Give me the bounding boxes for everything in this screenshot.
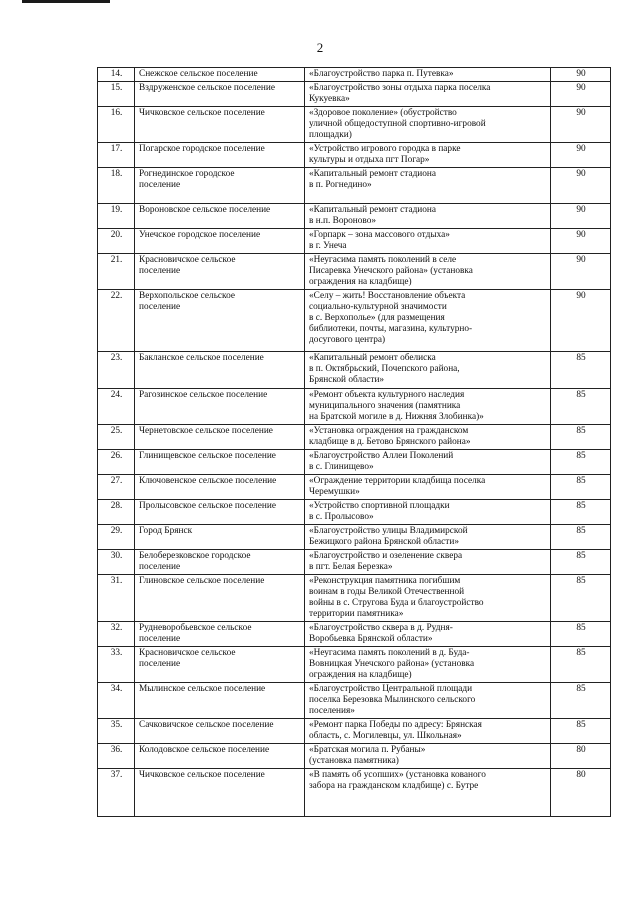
amount-cell: 90 [551,204,611,229]
amount-cell: 85 [551,500,611,525]
projects-table-body [98,68,611,817]
table-row [98,475,611,500]
row-number-cell: 18. [98,168,135,204]
settlement-name-cell: Город Брянск [135,525,305,550]
settlement-name-cell: Колодовское сельское поселение [135,744,305,769]
project-title-cell: «Капитальный ремонт стадиона в н.п. Вороново» [305,204,551,229]
project-title-cell: «Устройство игрового городка в парке культуры и отдыха пгт Погар» [305,143,551,168]
project-title-cell: «Ограждение территории кладбища поселка Черемушки» [305,475,551,500]
row-number-cell: 27. [98,475,135,500]
settlement-name-cell: Вороновское сельское поселение [135,204,305,229]
project-title-cell: «Селу – жить! Восстановление объекта социально-культурной значимости в с. Верхополье» (для размещения библиотеки, почты, магазина, культурно- досугового центра) [305,290,551,352]
amount-cell: 85 [551,525,611,550]
amount-cell: 85 [551,622,611,647]
row-number-cell: 25. [98,425,135,450]
project-title-cell: «Благоустройство улицы Владимирской Бежицкого района Брянской области» [305,525,551,550]
settlement-name-cell: Рогнединское городское поселение [135,168,305,204]
project-title-cell: «Благоустройство зоны отдыха парка поселка Кукуевка» [305,82,551,107]
amount-cell: 85 [551,575,611,622]
table-row [98,647,611,683]
project-title-cell: «Благоустройство Аллеи Поколений в с. Глинищево» [305,450,551,475]
amount-cell: 85 [551,425,611,450]
project-title-cell: «В память об усопших» (установка кованого забора на гражданском кладбище) с. Бутре [305,769,551,817]
project-title-cell: «Благоустройство сквера в д. Рудня- Воробьевка Брянской области» [305,622,551,647]
row-number-cell: 14. [98,68,135,82]
amount-cell: 85 [551,550,611,575]
settlement-name-cell: Мылинское сельское поселение [135,683,305,719]
row-number-cell: 32. [98,622,135,647]
amount-cell: 90 [551,68,611,82]
project-title-cell: «Установка ограждения на гражданском кладбище в д. Бетово Брянского района» [305,425,551,450]
row-number-cell: 33. [98,647,135,683]
row-number-cell: 29. [98,525,135,550]
project-title-cell: «Устройство спортивной площадки в с. Пролысово» [305,500,551,525]
settlement-name-cell: Белоберезковское городское поселение [135,550,305,575]
row-number-cell: 30. [98,550,135,575]
table-row [98,525,611,550]
row-number-cell: 24. [98,389,135,425]
row-number-cell: 34. [98,683,135,719]
row-number-cell: 23. [98,352,135,389]
table-row [98,68,611,82]
amount-cell: 90 [551,82,611,107]
scan-edge-mark [22,0,110,3]
row-number-cell: 15. [98,82,135,107]
amount-cell: 85 [551,475,611,500]
table-row [98,254,611,290]
project-title-cell: «Неугасима память поколений в селе Писаревка Унечского района» (установка ограждения на кладбище) [305,254,551,290]
settlement-name-cell: Красновичское сельское поселение [135,647,305,683]
page-number: 2 [316,40,324,55]
amount-cell: 90 [551,229,611,254]
settlement-name-cell: Верхопольское сельское поселение [135,290,305,352]
table-row [98,744,611,769]
amount-cell: 80 [551,744,611,769]
project-title-cell: «Капитальный ремонт обелиска в п. Октябрьский, Почепского района, Брянской области» [305,352,551,389]
row-number-cell: 28. [98,500,135,525]
amount-cell: 80 [551,769,611,817]
project-title-cell: «Горпарк – зона массового отдыха» в г. Унеча [305,229,551,254]
settlement-name-cell: Рудневоробьевское сельское поселение [135,622,305,647]
project-title-cell: «Ремонт парка Победы по адресу: Брянская область, с. Могилевцы, ул. Школьная» [305,719,551,744]
settlement-name-cell: Вздруженское сельское поселение [135,82,305,107]
settlement-name-cell: Глинищевское сельское поселение [135,450,305,475]
table-row [98,204,611,229]
amount-cell: 90 [551,254,611,290]
settlement-name-cell: Унечское городское поселение [135,229,305,254]
table-row [98,450,611,475]
settlement-name-cell: Красновичское сельское поселение [135,254,305,290]
table-row [98,82,611,107]
table-row [98,719,611,744]
settlement-name-cell: Глиновское сельское поселение [135,575,305,622]
row-number-cell: 20. [98,229,135,254]
row-number-cell: 17. [98,143,135,168]
settlement-name-cell: Пролысовское сельское поселение [135,500,305,525]
amount-cell: 85 [551,450,611,475]
table-row [98,500,611,525]
table-row [98,683,611,719]
table-row [98,389,611,425]
table-row [98,168,611,204]
amount-cell: 90 [551,143,611,168]
table-row [98,143,611,168]
project-title-cell: «Реконструкция памятника погибшим воинам в годы Великой Отечественной войны в с. Стругова Буда и благоустройство территории памятника» [305,575,551,622]
row-number-cell: 37. [98,769,135,817]
settlement-name-cell: Рагозинское сельское поселение [135,389,305,425]
table-row [98,290,611,352]
project-title-cell: «Благоустройство парка п. Путевка» [305,68,551,82]
table-row [98,550,611,575]
table-row [98,575,611,622]
project-title-cell: «Братская могила п. Рубаны» (установка памятника) [305,744,551,769]
amount-cell: 90 [551,290,611,352]
amount-cell: 90 [551,107,611,143]
settlement-name-cell: Снежское сельское поселение [135,68,305,82]
project-title-cell: «Благоустройство и озеленение сквера в пгт. Белая Березка» [305,550,551,575]
row-number-cell: 31. [98,575,135,622]
row-number-cell: 16. [98,107,135,143]
settlement-name-cell: Погарское городское поселение [135,143,305,168]
row-number-cell: 19. [98,204,135,229]
table-row [98,622,611,647]
project-title-cell: «Капитальный ремонт стадиона в п. Рогнедино» [305,168,551,204]
projects-table [97,67,611,817]
row-number-cell: 36. [98,744,135,769]
settlement-name-cell: Чичковское сельское поселение [135,769,305,817]
project-title-cell: «Благоустройство Центральной площади поселка Березовка Мылинского сельского поселения» [305,683,551,719]
project-title-cell: «Здоровое поколение» (обустройство уличной общедоступной спортивно-игровой площадки) [305,107,551,143]
row-number-cell: 22. [98,290,135,352]
amount-cell: 85 [551,719,611,744]
row-number-cell: 26. [98,450,135,475]
table-row [98,352,611,389]
settlement-name-cell: Сачковичское сельское поселение [135,719,305,744]
table-row [98,229,611,254]
table-row [98,769,611,817]
amount-cell: 90 [551,168,611,204]
project-title-cell: «Неугасима память поколений в д. Буда- Вовницкая Унечского района» (установка ограждения на кладбище) [305,647,551,683]
table-row [98,107,611,143]
settlement-name-cell: Чернетовское сельское поселение [135,425,305,450]
amount-cell: 85 [551,683,611,719]
amount-cell: 85 [551,389,611,425]
amount-cell: 85 [551,352,611,389]
amount-cell: 85 [551,647,611,683]
settlement-name-cell: Бакланское сельское поселение [135,352,305,389]
table-row [98,425,611,450]
settlement-name-cell: Чичковское сельское поселение [135,107,305,143]
settlement-name-cell: Ключовенское сельское поселение [135,475,305,500]
row-number-cell: 35. [98,719,135,744]
project-title-cell: «Ремонт объекта культурного наследия муниципального значения (памятника на Братской могиле в д. Нижняя Злобинка)» [305,389,551,425]
row-number-cell: 21. [98,254,135,290]
